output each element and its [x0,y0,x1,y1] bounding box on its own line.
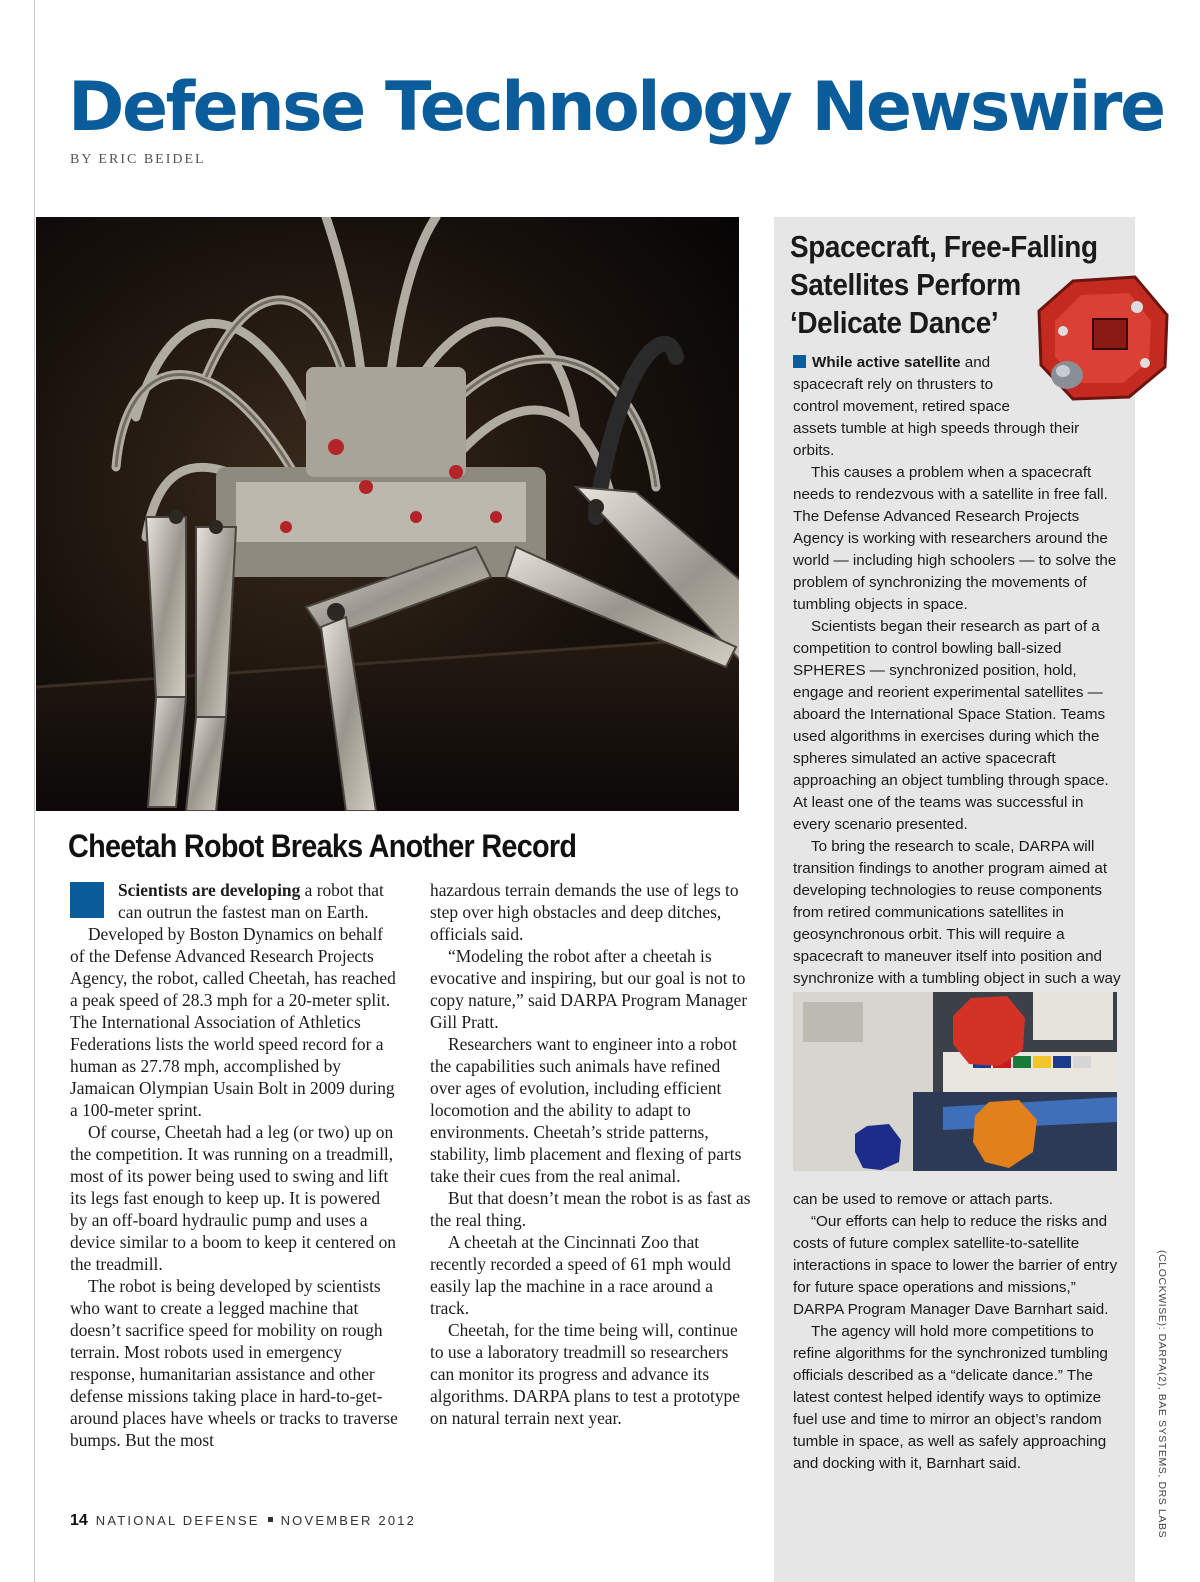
paragraph: can be used to remove or attach parts. [793,1191,1054,1208]
cheetah-robot-photo [36,217,739,811]
magazine-name: NATIONAL DEFENSE [95,1513,260,1528]
cheetah-column-1 [70,879,400,1451]
paragraph-text: and spacecraft rely on thrusters to control movement, retired space assets tumble at high speeds through their orbits. [793,354,1080,459]
paragraph: The robot is being developed by scientists who want to create a legged machine that doesn’t sacrifice speed for mobility on rough terrain. Most robots used in emergency response, humanitarian assistance and other defense missions taking place in hard-to-get-around places have wheels or tracks to traverse bumps. But the most [70,1276,398,1450]
paragraph: Scientists began their research as part of a competition to control bowling ball-sized SPHERES — synchronized position, hold, engage and reorient experimental satellites — aboard the International Space Station. Teams used algorithms in exercises during which the spheres simulated an active spacecraft approaching an object tumbling through space. At least one of the teams was successful in every scenario presented. [793,618,1109,833]
paragraph: Cheetah, for the time being will, continue to use a laboratory treadmill so researchers can monitor its progress and advance its algorithms. DARPA plans to test a prototype on natural terrain next year. [430,1320,740,1428]
byline: BY ERIC BEIDEL [70,152,206,167]
separator-dot [268,1517,273,1522]
paragraph [70,879,400,923]
lead-in: While active satellite [812,354,961,371]
section-marker [793,355,806,368]
paragraph: Of course, Cheetah had a leg (or two) up on the competition. It was running on a treadmill, most of its power being used to swing and lift its legs fast enough to keep up. It is powered by an off-board hydraulic pump and uses a device similar to a boom to keep it centered on the treadmill. [70,1122,396,1274]
paragraph: Researchers want to engineer into a robot the capabilities such animals have refined over ages of evolution, including efficient locomotion and the ability to adapt to environments. Cheetah’s stride patterns, stability, limb placement and flexing of parts take their cues from the real animal. [430,1034,742,1186]
paragraph: The agency will hold more competitions to refine algorithms for the synchronized tumbling officials described as a “delicate dance.” The latest contest helped identify ways to optimize fuel use and time to mirror an object’s random tumble in space, as well as safely approaching and docking with it, Barnhart said. [793,1323,1108,1472]
headline-line: Satellites Perform [790,267,1021,302]
sidebar-text-top [793,352,1123,1012]
section-marker [70,882,104,918]
issue-date: NOVEMBER 2012 [280,1513,417,1528]
paragraph: “Modeling the robot after a cheetah is evocative and inspiring, but our goal is not to copy nature,” said DARPA Program Manager Gill Pratt. [430,946,748,1032]
paragraph: “Our efforts can help to reduce the risks and costs of future complex satellite-to-satellite interactions in space to lower the barrier of entry for future space operations and missions,” DARPA Program Manager Dave Barnhart said. [793,1213,1118,1318]
paragraph-text: a robot that can outrun the fastest man on Earth. [118,880,384,922]
page-footer [70,1512,416,1530]
page-edge-line [34,0,35,1582]
headline-line: Spacecraft, Free-Falling [790,229,1098,264]
masthead-title: Defense Technology Newswire [68,68,1164,147]
iss-spheres-photo [793,992,1117,1171]
lead-in: Scientists are developing [118,880,301,900]
cheetah-column-2 [430,879,752,1429]
paragraph: hazardous terrain demands the use of legs to step over high obstacles and deep ditches, officials said. [430,880,739,944]
headline-line: ‘Delicate Dance’ [790,305,999,340]
spheres-satellite-photo [1033,275,1173,403]
page-number: 14 [70,1512,88,1529]
paragraph: Developed by Boston Dynamics on behalf of the Defense Advanced Research Projects Agency, the robot, called Cheetah, has reached a peak speed of 28.3 mph for a 20-meter split. The International Association of Athletics Federations lists the world speed record for a human as 27.78 mph, accomplished by Jamaican Olympian Usain Bolt in 2009 during a 100-meter sprint. [70,924,396,1120]
cheetah-headline: Cheetah Robot Breaks Another Record [68,828,577,864]
sidebar-text-bottom [793,1189,1123,1475]
paragraph: A cheetah at the Cincinnati Zoo that recently recorded a speed of 61 mph would easily lap the machine in a race around a track. [430,1232,731,1318]
photo-credit: (CLOCKWISE): DARPA(2), BAE SYSTEMS, DRS LABS [1156,1250,1168,1539]
paragraph: This causes a problem when a spacecraft needs to rendezvous with a satellite in free fall. The Defense Advanced Research Projects Agency is working with researchers around the world — including high schoolers — to solve the problem of synchronizing the movements of tumbling objects in space. [793,464,1117,613]
paragraph: But that doesn’t mean the robot is as fast as the real thing. [430,1188,751,1230]
paragraph: To bring the research to scale, DARPA will transition findings to another program aimed at developing technologies to reuse components from retired communications satellites in geosynchronous orbit. This will require a spacecraft to maneuver itself into position and synchronize with a tumbling object in such a way [793,838,1121,987]
